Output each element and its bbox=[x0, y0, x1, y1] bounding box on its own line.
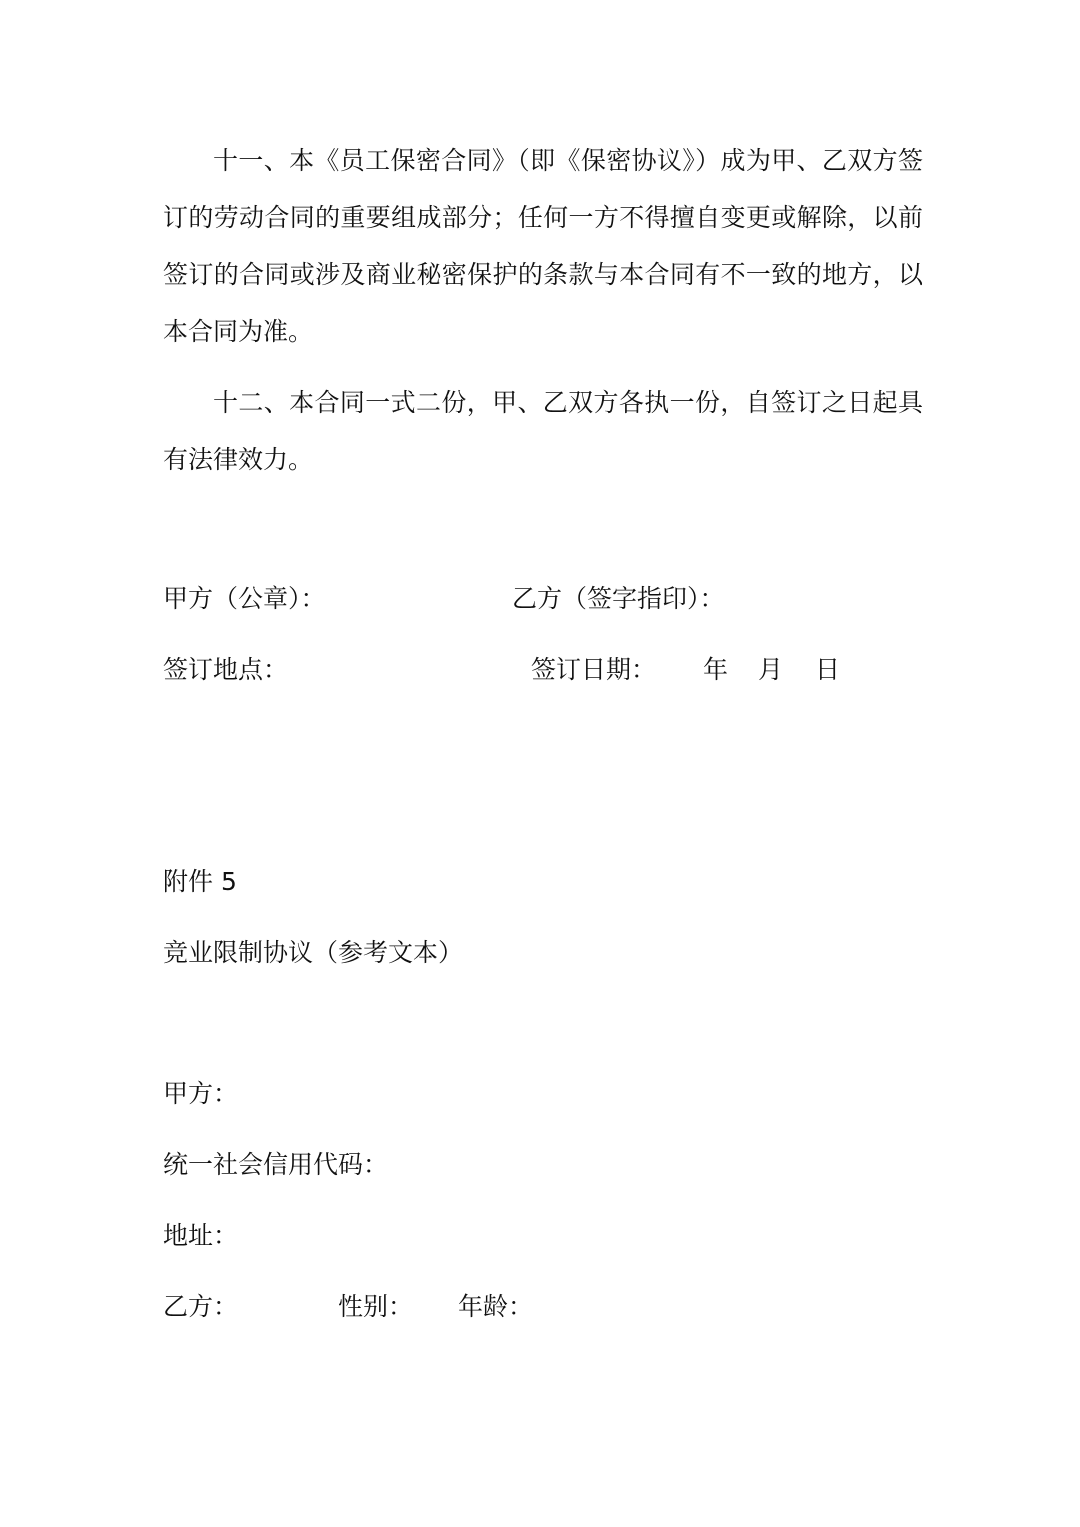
party-b-sign-label: 乙方（签字指印）： bbox=[512, 584, 725, 613]
attachment-title: 竞业限制协议（参考文本） bbox=[163, 938, 464, 967]
sign-date-label: 签订日期： bbox=[531, 655, 657, 684]
address-label: 地址： bbox=[163, 1221, 239, 1250]
age-label: 年龄： bbox=[458, 1292, 534, 1321]
sign-place-label: 签订地点： bbox=[163, 655, 289, 684]
clause-11: 十一、本《员工保密合同》（即《保密协议》）成为甲、乙双方签订的劳动合同的重要组成部分；任何一方不得擅自变更或解除，以前签订的合同或涉及商业秘密保护的条款与本合同有不一致的地方，以本合同为准。 bbox=[163, 146, 923, 346]
sign-date-day: 日 bbox=[815, 655, 841, 684]
sign-date-year: 年 bbox=[703, 655, 729, 684]
attachment-label: 附件 5 bbox=[163, 867, 237, 896]
credit-code-label: 统一社会信用代码： bbox=[163, 1150, 389, 1179]
party-a-seal-label: 甲方（公章）： bbox=[163, 584, 326, 613]
gender-label: 性别： bbox=[338, 1292, 414, 1321]
party-a-label: 甲方： bbox=[163, 1079, 239, 1108]
sign-date-month: 月 bbox=[758, 655, 784, 684]
clause-12: 十二、本合同一式二份，甲、乙双方各执一份，自签订之日起具有法律效力。 bbox=[163, 388, 923, 474]
party-b-label: 乙方： bbox=[163, 1292, 239, 1321]
